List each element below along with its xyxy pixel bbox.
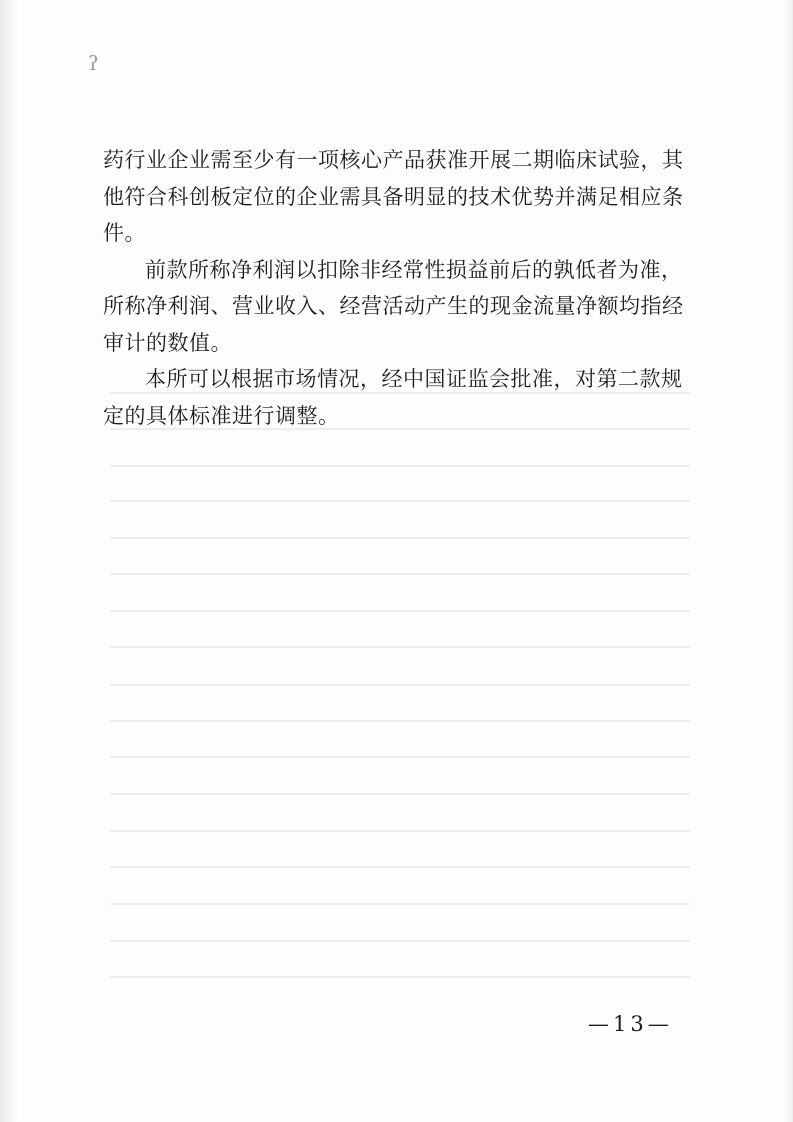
paragraph: 药行业企业需至少有一项核心产品获准开展二期临床试验，其他符合科创板定位的企业需具备明显的技术优势并满足相应条件。 xyxy=(103,148,684,245)
bleed-through-line xyxy=(110,465,690,467)
bleed-through-line xyxy=(110,646,690,648)
page-number: —13— xyxy=(588,1012,673,1036)
bleed-through-line xyxy=(110,500,690,502)
scan-shadow-left xyxy=(0,0,18,1122)
bleed-through-line xyxy=(110,830,690,832)
bleed-through-line xyxy=(110,976,690,978)
paragraph: 本所可以根据市场情况，经中国证监会批准，对第二款规定的具体标准进行调整。 xyxy=(103,367,683,428)
body-text xyxy=(103,142,703,434)
bleed-through-line xyxy=(110,940,690,942)
scan-shadow-right xyxy=(783,0,793,1122)
bleed-through-line xyxy=(110,866,690,868)
bleed-through-line xyxy=(110,720,690,722)
bleed-through-line xyxy=(110,903,690,905)
bleed-through-line xyxy=(110,793,690,795)
bleed-through-line xyxy=(110,573,690,575)
bleed-through-line xyxy=(110,756,690,758)
bleed-through-line xyxy=(110,610,690,612)
bleed-through-line xyxy=(110,684,690,686)
pen-mark-icon: ʔ xyxy=(88,51,99,75)
bleed-through-line xyxy=(110,537,690,539)
paragraph: 前款所称净利润以扣除非经常性损益前后的孰低者为准，所称净利润、营业收入、经营活动产生的现金流量净额均指经审计的数值。 xyxy=(103,257,684,355)
